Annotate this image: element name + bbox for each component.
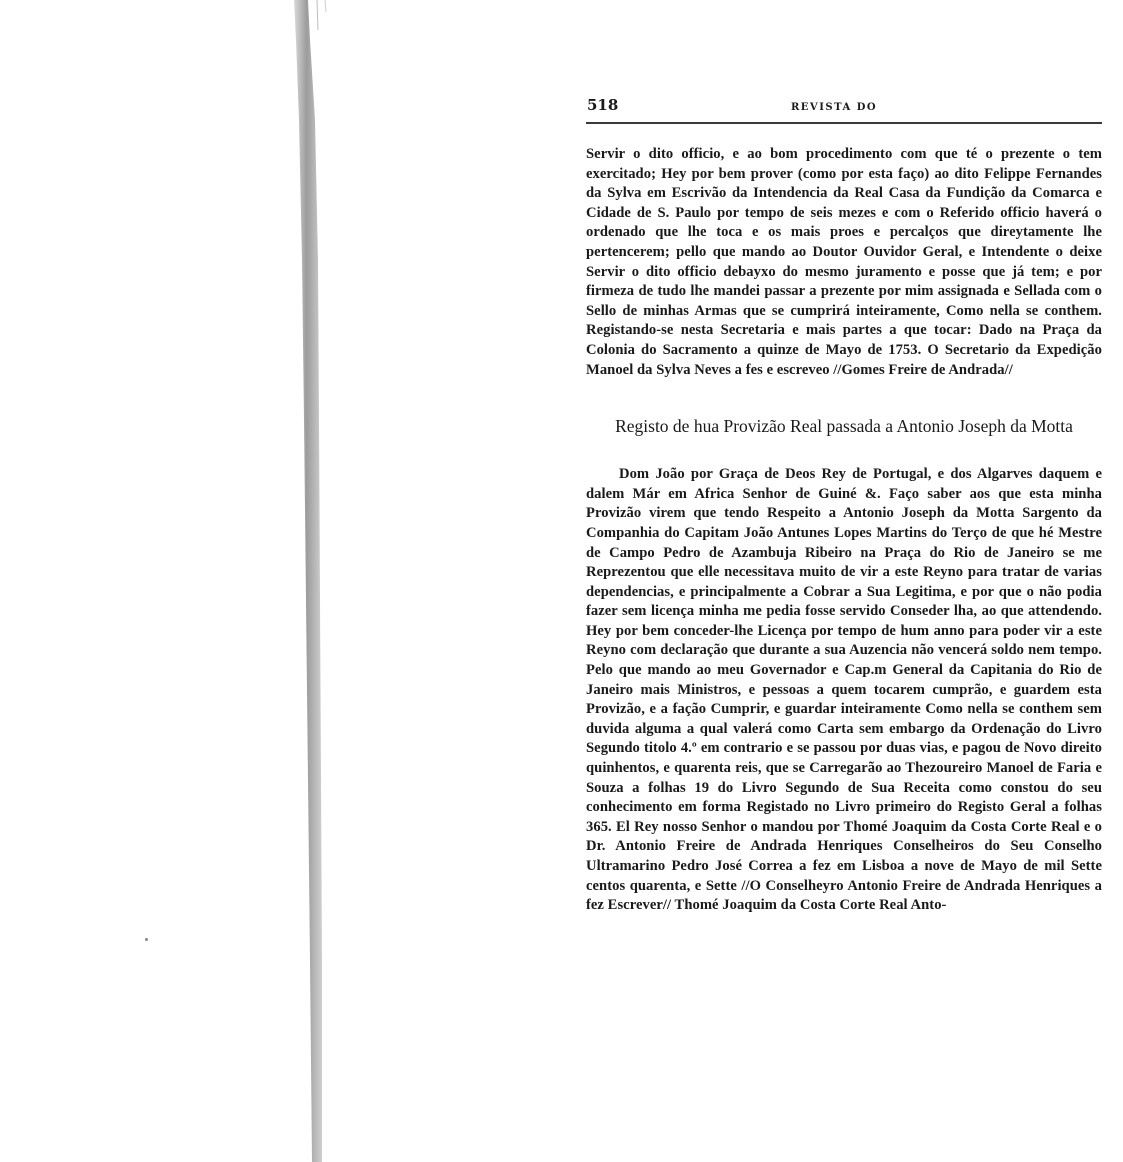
page-number: 518 bbox=[587, 96, 619, 114]
section-title: Registo de hua Provizão Real passada a Antonio Joseph da Motta bbox=[615, 416, 1073, 437]
book-page bbox=[586, 96, 1102, 916]
page-header bbox=[586, 96, 1102, 124]
body-paragraph-1: Servir o dito officio, e ao bom procedimento com que té o prezente o tem exercitado; Hey por bem prover (como por esta faço) ao dito Felippe Fernandes da Sylva em Escrivão da Intendencia da Real Casa da Fundição da Comarca e Cidade de S. Paulo por tempo de seis mezes e com o Referido officio haverá o ordenado que lhe toca e os mais proes e percalços que direytamente lhe pertencerem; pello que mando ao Doutor Ouvidor Geral, e Intendente o deixe Servir o dito officio debayxo do mesmo juramento e posse que já tem; e por firmeza de tudo lhe mandei passar a prezente por mim assignada e Sellada com o Sello de minhas Armas que se cumprirá inteiramente, Como nella se conthem. Registando-se nesta Secretaria e mais partes a que tocar: Dado na Praça da Colonia do Sacramento a quinze de Mayo de 1753. O Secretario da Expedição Manoel da Sylva Neves a fes e escreveo //Gomes Freire de Andrada// bbox=[586, 146, 1102, 378]
body-paragraph-2: Dom João por Graça de Deos Rey de Portugal, e dos Algarves daquem e dalem Már em Africa Senhor de Guiné &. Faço saber aos que esta minha Provizão virem que tendo Respeito a Antonio Joseph da Motta Sargento da Companhia do Capitam João Antunes Lopes Martins do Terço de que hé Mestre de Campo Pedro de Azambuja Ribeiro na Praça do Rio de Janeiro se me Reprezentou que elle necessitava muito de vir a este Reyno para tratar de varias dependencias, e principalmente a Cobrar a Sua Legitima, e por que o não podia fazer sem licença minha me pedia fosse servido Conseder lha, ao que attendendo. Hey por bem conceder-lhe Licença por tempo de hum anno para poder vir a este Reyno com declaração que durante a sua Auzencia não vencerá soldo nem tempo. Pelo que mando ao meu Governador e Cap.m General da Capitania do Rio de Janeiro mais Ministros, e pessoas a quem tocarem cumprão, e guardem esta Provizão, e a fação Cumprir, e guardar inteiramente Como nella se conthem sem duvida alguma a qual valerá como Carta sem embargo da Ordenação do Livro Segundo titolo 4.º em contrario e se passou por duas vias, e pagou de Novo direito quinhentos, e quarenta reis, que se Carregarão ao Thezoureiro Manoel de Faria e Souza a folhas 19 do Livro Segundo de Sua Receita como constou do seu conhecimento em forma Registado no Livro primeiro do Registo Geral a folhas 365. El Rey nosso Senhor o mandou por Thomé Joaquim da Costa Corte Real e o Dr. Antonio Freire de Andrada Henriques Conselheiros do Seu Conselho Ultramarino Pedro José Correa a fez em Lisboa a nove de Mayo de mil Sette centos quarenta, e Sette //O Conselheyro Antonio Freire de Andrada Henriques a fez Escrever// Thomé Joaquim da Costa Corte Real Anto- bbox=[586, 466, 1102, 914]
running-head: REVISTA DO bbox=[791, 102, 878, 113]
scan-speck bbox=[145, 938, 148, 941]
book-gutter-shadow bbox=[288, 0, 330, 1162]
